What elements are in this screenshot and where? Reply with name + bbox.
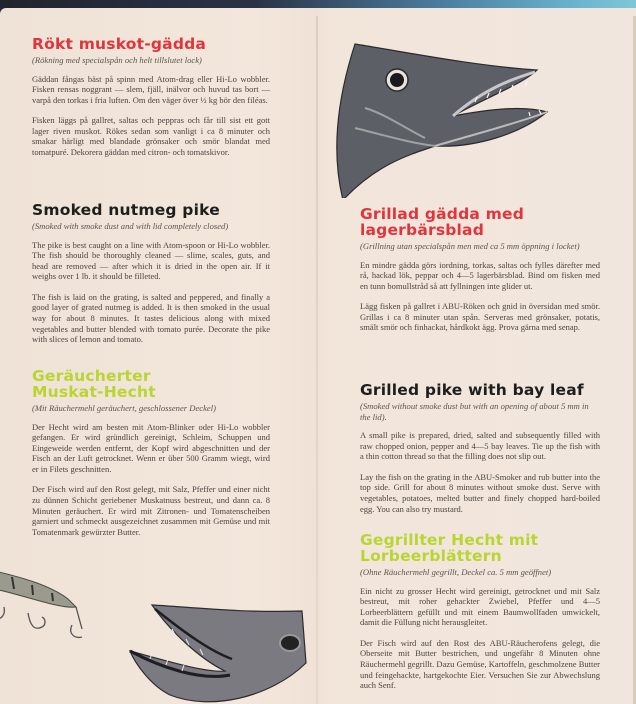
recipe-paragraph: Lay the fish on the grating in the ABU-Smoker and rub butter into the top side. Grill for about 8 minutes without smoke dust. Serve with vegetables, potatoes, melted butter and finely chopped hard-boiled egg. You can also try mustard. (360, 471, 600, 514)
background-top-band (0, 0, 636, 8)
recipe-gegrillter-hecht-mit-lorbeerblattern (360, 532, 600, 691)
recipe-paragraph: The pike is best caught on a line with Atom-spoon or Hi-Lo wobbler. The fish should be thoroughly cleaned — slime, scales, guts, and head are removed — after which it is dried in the open air. If it weighs over 1 lb. it should be filleted. (32, 239, 270, 282)
recipe-subtitle: (Smoked with smoke dust and with lid completely closed) (32, 221, 229, 231)
recipe-paragraph: Lägg fisken på gallret i ABU-Röken och gnid in översidan med smör. Grillas i ca 8 minuter utan spån. Serveras med grönsaker, potatis, smält smör och finhackat, hårdkokt ägg. Prova gärna med senap. (360, 301, 600, 333)
recipe-title-line-1: Gegrillter Hecht mit (360, 531, 539, 549)
recipe-paragraph: Ein nicht zu grosser Hecht wird gereinigt, getrocknet und mit Salz bestreut, mit roher gehackter Zwiebel, Pfeffer und 4—5 Lorbeerblättern gefüllt und mit einem Baumwollfaden umwickelt, damit die Füllung nicht herausgleitet. (360, 585, 600, 628)
recipe-paragraph: A small pike is prepared, dried, salted and subsequently filled with raw chopped onion, pepper and 4—5 bay leaves. Tie up the fish with a thin cotton thread so that the filling does not slip out. (360, 430, 600, 462)
recipe-paragraph: Der Fisch wird auf den Rost des ABU-Räucherofens gelegt, die Oberseite mit Butter bestrichen, und ungefähr 8 Minuten ohne Räuchermehl gegrillt. Dazu Gemüse, Kartoffeln, geschmolzene Butter und feingehackte, hartgekochte Eier. Versuchen Sie zur Abwechslung auch Senf. (360, 637, 600, 691)
recipe-subtitle: (Smoked without smoke dust but with an opening of about 5 mm in the lid). (360, 401, 589, 422)
recipe-title-line-1: Geräucherter (32, 367, 151, 385)
recipe-title-line-1: Grillad gädda med (360, 205, 525, 223)
pike-head-open-mouth-illustration (325, 38, 565, 198)
recipe-rokt-muskot-gadda (32, 36, 270, 158)
recipe-title: Rökt muskot-gädda (32, 35, 207, 53)
recipe-subtitle: (Rökning med specialspån och helt tillslutet lock) (32, 55, 202, 65)
pike-head-icon (337, 44, 547, 198)
recipe-geraucherter-muskat-hecht (32, 368, 270, 537)
recipe-subtitle: (Grillning utan specialspån men med ca 5 mm öppning i locket) (360, 241, 580, 251)
recipe-paragraph: En mindre gädda görs iordning, torkas, saltas och fylles därefter med rå, hackad lök, peppar och 4—5 lagerbärsblad. Bind om fisken med en tunn bomullstråd så att fyllningen inte glider ut. (360, 259, 600, 291)
pike-head-icon (130, 605, 306, 702)
recipe-title: Grilled pike with bay leaf (360, 381, 584, 399)
recipe-title: Smoked nutmeg pike (32, 201, 220, 219)
recipe-subtitle: (Ohne Räuchermehl gegrillt, Deckel ca. 5 mm geöffnet) (360, 567, 552, 577)
recipe-grillad-gadda-med-lagerbarsblad (360, 206, 600, 333)
recipe-grilled-pike-with-bay-leaf (360, 382, 600, 514)
recipe-title-line-2: Lorbeerblättern (360, 547, 502, 565)
recipe-paragraph: Gäddan fångas bäst på spinn med Atom-drag eller Hi-Lo wobbler. Fisken rensas noggrant — slem, fjäll, inälvor och huvud tas bort — varpå den torkas i fria luften. Om den väger över ½ kg bör den filéas. (32, 73, 270, 105)
recipe-subtitle: (Mit Räuchermehl geräuchert, geschlossener Deckel) (32, 403, 216, 413)
recipe-smoked-nutmeg-pike (32, 202, 270, 345)
recipe-title-line-2: Muskat-Hecht (32, 383, 156, 401)
recipe-paragraph: Der Hecht wird am besten mit Atom-Blinker oder Hi-Lo wobbler gefangen. Er wird gründlich gereinigt, Schleim, Schuppen und Eingeweide werden entfernt, der Kopf wird abgeschnitten und der Fisch an der Luft getrocknet. Wenn er über 500 Gramm wiegt, wird er in Filets geschnitten. (32, 421, 270, 474)
fishing-lure-icon (0, 571, 82, 637)
recipe-paragraph: Der Fisch wird auf den Rost gelegt, mit Salz, Pfeffer und einer nicht zu dünnen Schicht geriebener Muskatnuss bestreut, und dann ca. 8 Minuten geräuchert. Er wird mit Zitronen- und Tomatenscheiben garniert und schmeckt ausgezeichnet zusammen mit Gemüse und mit Tomatenmark gewürzter Butter. (32, 484, 270, 537)
booklet-spread (0, 8, 636, 704)
recipe-title-line-2: lagerbärsblad (360, 221, 485, 239)
lure-and-pike-head-illustration (0, 563, 320, 704)
recipe-paragraph: Fisken läggs på gallret, saltas och peppras och får till sist ett gott lager riven muskot. Rökes sedan som vanligt i ca 8 minuter och smakar härligt med blandade grönsaker och smör blandat med tomatpuré. Dekorera gäddan med citron- och tomatskivor. (32, 115, 270, 158)
recipe-paragraph: The fish is laid on the grating, is salted and peppered, and finally a good layer of grated nutmeg is added. It is then smoked in the usual way for about 8 minutes. It tastes delicious along with mixed vegetables and butter blended with tomato purée. Decorate the pike with slices of lemon and tomato. (32, 291, 270, 345)
